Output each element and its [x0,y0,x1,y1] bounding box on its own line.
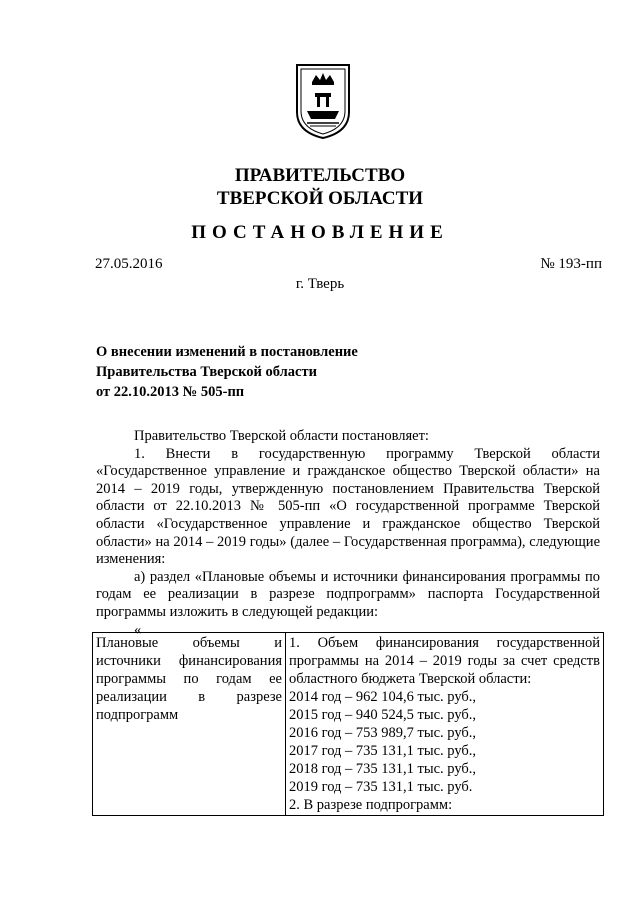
funding-year-2017: 2017 год – 735 131,1 тыс. руб., [289,743,477,759]
body-intro: Правительство Тверской области постановляет: [134,428,429,444]
tver-coat-of-arms [294,62,352,140]
government-title-line2: ТВЕРСКОЙ ОБЛАСТИ [216,188,424,209]
table-left-cell: Плановые объемы и источники финансирования программы по годам ее реализации в разрезе подпрограмм [93,633,286,816]
decree-date: 27.05.2016 [95,256,163,272]
coat-of-arms-icon [294,62,352,140]
decree-city: г. Тверь [295,276,345,292]
funding-year-2018: 2018 год – 735 131,1 тыс. руб., [289,761,477,777]
funding-year-2015: 2015 год – 940 524,5 тыс. руб., [289,707,477,723]
table-right-cell [286,633,604,816]
opening-quote: « [134,621,142,638]
body-item-a: а) раздел «Плановые объемы и источники финансирования программы по годам ее реализации в разрезе подпрограмм» паспорта Государственной программы изложить в следующей редакции: [96,568,600,620]
decree-number: № 193-пп [540,256,602,272]
government-title-line1: ПРАВИТЕЛЬСТВО [234,165,406,186]
decree-title: ПОСТАНОВЛЕНИЕ [191,222,449,243]
subprograms-heading: 2. В разрезе подпрограмм: [289,797,453,813]
table-row [93,633,604,816]
subject-line3: от 22.10.2013 № 505-пп [96,384,245,400]
subject-line1: О внесении изменений в постановление [96,344,358,360]
government-title [0,164,640,210]
funding-year-2014: 2014 год – 962 104,6 тыс. руб., [289,689,477,705]
body-item-1: 1. Внести в государственную программу Тверской области «Государственное управление и гражданское общество Тверской области» на 2014 – 2019 годы, утвержденную постановлением Правительства Тверской области от 22.10.2013 № 505-пп «О государственной программе Тверской области «Государственное управление и гражданское общество Тверской области» на 2014 – 2019 годы» (далее – Государственная программа), следующие изменения: [96,445,600,568]
funding-intro: 1. Объем финансирования государственной программы на 2014 – 2019 годы за счет средств областного бюджета Тверской области: [289,635,600,687]
decree-body [96,428,600,640]
subject-line2: Правительства Тверской области [96,364,317,380]
funding-year-2019: 2019 год – 735 131,1 тыс. руб. [289,779,473,795]
decree-subject [96,342,358,402]
program-passport-table [92,632,604,816]
funding-year-2016: 2016 год – 753 989,7 тыс. руб., [289,725,477,741]
